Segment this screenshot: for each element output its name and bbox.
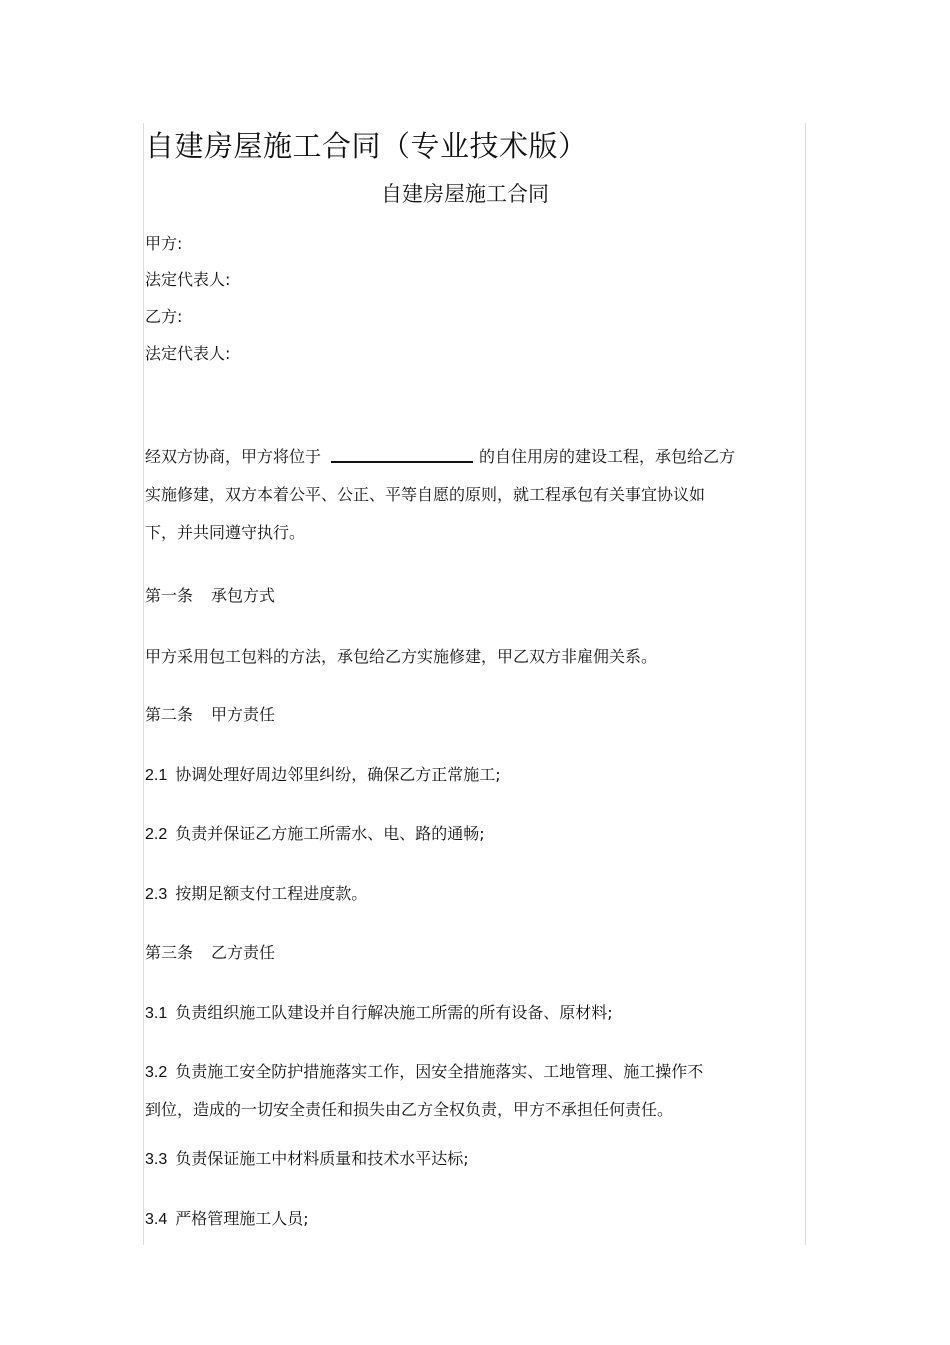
clause-2-1	[145, 762, 501, 785]
party-a-label: 甲方:	[145, 234, 183, 253]
location-blank-field	[331, 447, 473, 463]
preamble-line-2: 实施修建，双方本着公平、公正、平等自愿的原则，就工程承包有关事宜协议如	[145, 485, 706, 504]
clause-2-2	[145, 821, 485, 844]
clause-number: 3.1	[145, 1005, 168, 1022]
article-3-heading	[145, 940, 275, 963]
clause-number: 2.3	[145, 886, 168, 903]
article-2-heading	[145, 702, 275, 725]
preamble-line-3: 下，并共同遵守执行。	[145, 523, 306, 542]
clause-text: 按期足额支付工程进度款。	[175, 884, 368, 903]
clause-3-1	[145, 1000, 613, 1023]
preamble-text-after-blank: 的自住用房的建设工程，承包给乙方	[479, 447, 736, 466]
clause-text: 负责并保证乙方施工所需水、电、路的通畅;	[175, 824, 485, 843]
article-1-title: 承包方式	[211, 586, 276, 605]
article-3-number: 第三条	[145, 943, 194, 962]
clause-number: 2.1	[145, 767, 168, 784]
preamble-text-before-blank: 经双方协商，甲方将位于	[145, 447, 322, 466]
party-a-representative-label: 法定代表人:	[145, 270, 231, 289]
article-1-body: 甲方采用包工包料的方法，承包给乙方实施修建，甲乙双方非雇佣关系。	[145, 647, 658, 666]
clause-number: 3.4	[145, 1211, 168, 1228]
preamble-line-1	[145, 438, 785, 476]
clause-text: 负责施工安全防护措施落实工作，因安全措施落实、工地管理、施工操作不	[175, 1062, 704, 1081]
clause-text: 负责组织施工队建设并自行解决施工所需的所有设备、原材料;	[175, 1003, 613, 1022]
clause-text: 负责保证施工中材料质量和技术水平达标;	[175, 1149, 469, 1168]
clause-text: 严格管理施工人员;	[175, 1209, 309, 1228]
clause-3-2	[145, 1059, 703, 1082]
clause-3-2-continued: 到位，造成的一切安全责任和损失由乙方全权负责，甲方不承担任何责任。	[145, 1100, 674, 1119]
party-b-label: 乙方:	[145, 307, 183, 326]
article-2-number: 第二条	[145, 705, 194, 724]
clause-3-4	[145, 1206, 309, 1229]
clause-number: 3.3	[145, 1151, 168, 1168]
main-title: 自建房屋施工合同（专业技术版）	[145, 129, 588, 163]
clause-number: 3.2	[145, 1064, 168, 1081]
contract-subtitle: 自建房屋施工合同	[381, 182, 549, 206]
clause-3-3	[145, 1146, 469, 1169]
party-b-representative-label: 法定代表人:	[145, 344, 231, 363]
article-1-number: 第一条	[145, 586, 194, 605]
clause-2-3	[145, 881, 367, 904]
clause-number: 2.2	[145, 826, 168, 843]
article-3-title: 乙方责任	[211, 943, 276, 962]
clause-text: 协调处理好周边邻里纠纷，确保乙方正常施工;	[175, 765, 501, 784]
article-2-title: 甲方责任	[211, 705, 276, 724]
article-1-heading	[145, 583, 275, 606]
preamble-paragraph	[145, 438, 785, 552]
